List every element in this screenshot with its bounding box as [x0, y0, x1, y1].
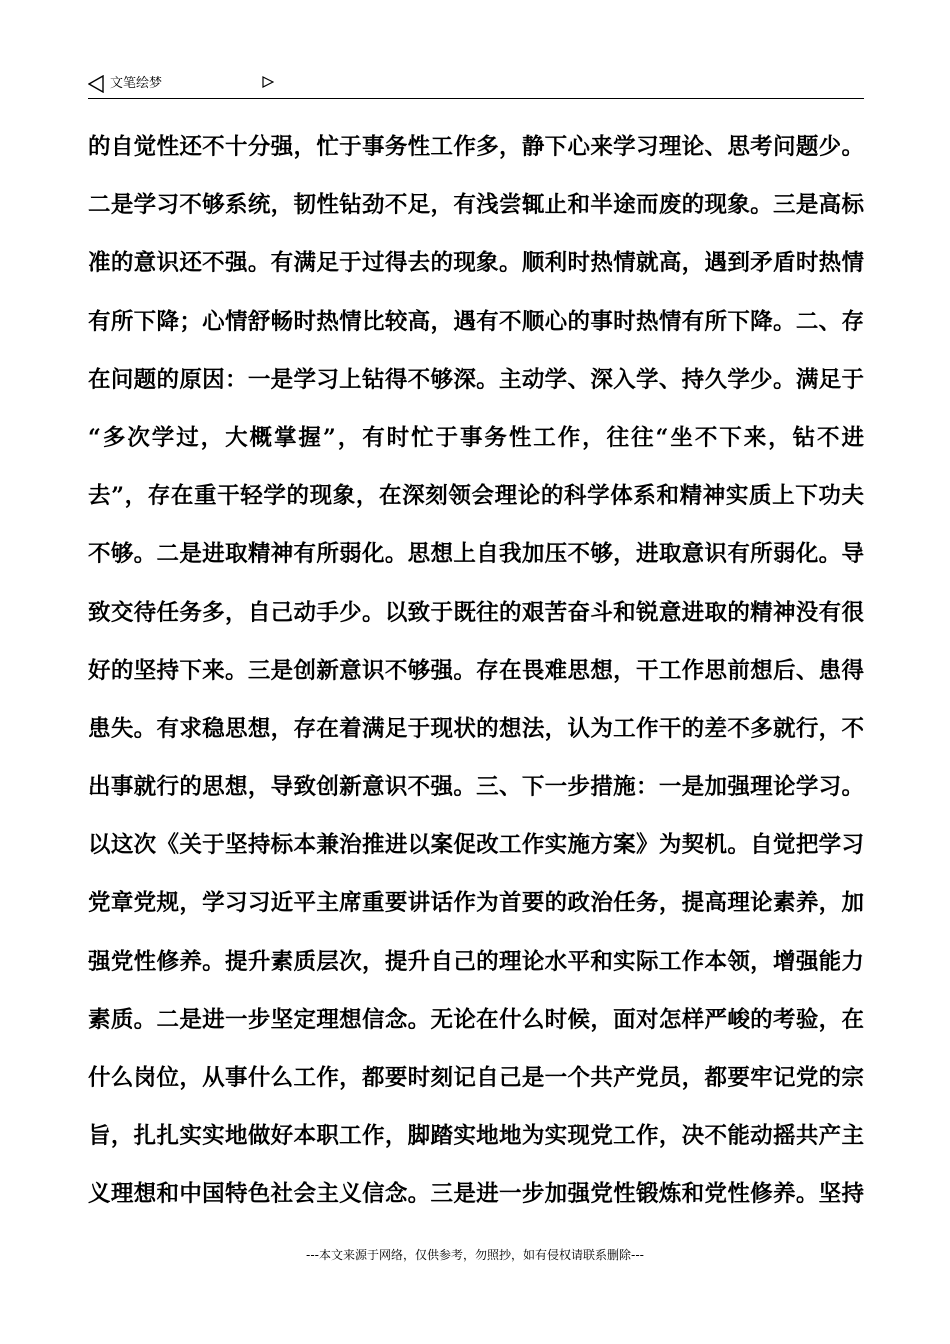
text-line: 以这次《关于坚持标本兼治推进以案促改工作实施方案》为契机。自觉把学习 [88, 832, 864, 859]
text-line: 义理想和中国特色社会主义信念。三是进一步加强党性锻炼和党性修养。坚持 [88, 1181, 864, 1208]
text-line: 好的坚持下来。三是创新意识不够强。存在畏难思想，干工作思前想后、患得 [88, 657, 864, 684]
text-line: 在问题的原因：一是学习上钻得不够深。主动学、深入学、持久学少。满足于 [88, 366, 864, 393]
text-line: 不够。二是进取精神有所弱化。思想上自我加压不够，进取意识有所弱化。导 [88, 541, 864, 568]
text-line: 党章党规，学习习近平主席重要讲话作为首要的政治任务，提高理论素养，加 [88, 890, 864, 917]
text-line: 的自觉性还不十分强，忙于事务性工作多，静下心来学习理论、思考问题少。 [88, 134, 864, 160]
text-line: 强党性修养。提升素质层次，提升自己的理论水平和实际工作本领，增强能力 [88, 948, 864, 975]
document-body [88, 132, 864, 1238]
header-brand: 文笔绘梦 [110, 76, 163, 91]
footer-disclaimer: ---本文来源于网络，仅供参考，勿照抄，如有侵权请联系删除--- [306, 1248, 644, 1262]
text-line: 素质。二是进一步坚定理想信念。无论在什么时候，面对怎样严峻的考验，在 [88, 1006, 864, 1033]
text-line: 去”，存在重干轻学的现象，在深刻领会理论的科学体系和精神实质上下功夫 [88, 483, 864, 510]
text-line: 出事就行的思想，导致创新意识不强。三、下一步措施：一是加强理论学习。 [88, 774, 864, 801]
text-line: “多次学过，大概掌握”，有时忙于事务性工作，往往“坐不下来，钻不进 [88, 424, 864, 451]
text-line: 二是学习不够系统，韧性钻劲不足，有浅尝辄止和半途而废的现象。三是高标 [88, 192, 864, 219]
text-line: 准的意识还不强。有满足于过得去的现象。顺利时热情就高，遇到矛盾时热情 [88, 250, 864, 277]
text-line: 致交待任务多，自己动手少。以致于既往的艰苦奋斗和锐意进取的精神没有很 [88, 599, 864, 626]
text-line: 什么岗位，从事什么工作，都要时刻记自己是一个共产党员，都要牢记党的宗 [88, 1065, 864, 1091]
page-header [88, 72, 864, 99]
triangle-left-icon [88, 75, 104, 93]
text-line: 有所下降；心情舒畅时热情比较高，遇有不顺心的事时热情有所下降。二、存 [88, 308, 864, 335]
text-line: 旨，扎扎实实地做好本职工作，脚踏实地地为实现党工作，决不能动摇共产主 [88, 1123, 864, 1150]
text-line: 患失。有求稳思想，存在着满足于现状的想法，认为工作干的差不多就行，不 [88, 715, 864, 742]
triangle-right-icon [262, 76, 274, 88]
